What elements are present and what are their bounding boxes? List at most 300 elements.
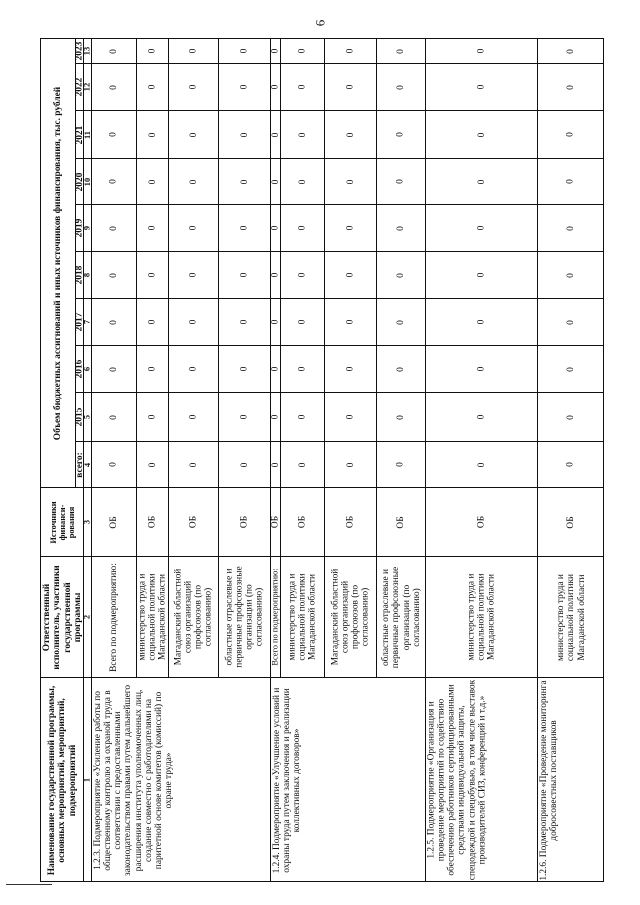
value-cell (324, 158, 376, 204)
value-cell (136, 392, 168, 441)
header-number-3 (83, 487, 91, 556)
header-program-name (40, 677, 83, 882)
value-text: 0 (476, 462, 487, 467)
value-text: 0 (108, 462, 119, 467)
value-text: 0 (565, 132, 576, 137)
header-year-9 (75, 38, 83, 63)
header-number-6 (83, 345, 91, 392)
value-text: 0 (565, 179, 576, 184)
executor-text: министерство труда и социальной политики Магаданской области (466, 573, 497, 661)
value-text: 0 (297, 414, 308, 420)
value-cell (270, 251, 280, 298)
column-number: 9 (82, 225, 92, 231)
program-cell (270, 677, 425, 882)
value-cell (537, 158, 604, 204)
executor-text: министерство труда и социальной политики Магаданской области (287, 573, 318, 661)
value-text: 0 (565, 414, 576, 420)
value-text: 0 (345, 132, 356, 137)
value-text: 0 (239, 414, 250, 420)
executor-cell (324, 556, 376, 677)
value-text: 0 (147, 319, 158, 325)
column-number: 13 (82, 46, 92, 56)
value-text: 0 (239, 462, 250, 467)
value-cell (324, 110, 376, 158)
value-cell (270, 63, 280, 110)
executor-text: областные отраслевые и первичные профсоюзные организации (по согласованию) (224, 566, 265, 668)
value-text: 0 (395, 366, 406, 372)
value-text: 0 (188, 272, 199, 278)
value-text: 0 (239, 84, 250, 90)
value-text: 0 (565, 319, 576, 325)
value-cell (270, 345, 280, 392)
value-cell (136, 158, 168, 204)
value-text: 0 (239, 319, 250, 325)
value-text: 0 (270, 462, 281, 467)
value-text: 0 (147, 132, 158, 137)
header-year-4 (75, 251, 83, 298)
header-col1-label: Наименование государственной программы, основных мероприятий, мероприятий, подмероприятий (46, 685, 78, 875)
value-text: 0 (565, 48, 576, 54)
value-text: 0 (108, 48, 119, 54)
source-text: ОБ (345, 515, 356, 529)
value-cell (537, 345, 604, 392)
program-cell (425, 677, 537, 882)
value-text: 0 (270, 414, 281, 420)
value-text: 0 (395, 179, 406, 184)
value-cell (280, 38, 324, 63)
value-cell (136, 345, 168, 392)
value-text: 0 (297, 319, 308, 325)
value-cell (537, 392, 604, 441)
value-text: 0 (188, 414, 199, 420)
value-text: 0 (476, 414, 487, 420)
executor-text: Магаданский областной союз организаций профсоюзов (по согласованию) (173, 568, 214, 666)
value-cell (91, 158, 136, 204)
value-cell (91, 392, 136, 441)
value-cell (218, 204, 270, 251)
value-cell (280, 204, 324, 251)
header-number-12 (83, 63, 91, 110)
value-text: 0 (239, 132, 250, 137)
value-text: 0 (345, 179, 356, 184)
header-number-13 (83, 38, 91, 63)
value-text: 0 (108, 319, 119, 325)
value-text: 0 (188, 462, 199, 467)
value-text: 0 (108, 225, 119, 231)
value-text: 0 (297, 179, 308, 184)
value-cell (168, 158, 218, 204)
value-cell (168, 392, 218, 441)
value-cell (136, 63, 168, 110)
value-text: 0 (297, 225, 308, 231)
value-text: 0 (270, 84, 281, 90)
executor-text: Всего по подмероприятию: (270, 568, 280, 666)
executor-cell (376, 556, 425, 677)
value-text: 0 (345, 84, 356, 90)
value-cell (425, 251, 537, 298)
value-text: 0 (270, 366, 281, 372)
column-number: 4 (82, 462, 92, 467)
value-cell (270, 204, 280, 251)
value-text: 0 (108, 272, 119, 278)
value-cell (537, 441, 604, 487)
executor-cell (91, 556, 136, 677)
value-cell (136, 441, 168, 487)
value-cell (270, 298, 280, 345)
value-text: 0 (297, 84, 308, 90)
header-col3-label: Источники финанси-рования (48, 500, 76, 544)
value-text: 0 (297, 48, 308, 54)
program-text: 1.2.3. Подмероприятие «Усиление работы по общественному контролю за охраной труда в соответствии с предоставленными законодательством правами путем дальнейшего расширения института уполномоченных лиц, создание совместно с работодателями на паритетной основе комитетов (комиссий) по охране труда» (92, 684, 174, 876)
column-number: 6 (82, 366, 92, 372)
executor-text: министерство труда и социальной политики Магаданской области (555, 573, 587, 661)
value-cell (537, 110, 604, 158)
program-text: 1.2.4. Подмероприятие «Улучшение условий и охраны труда путем заключения и реализации коллективных договоров» (271, 687, 302, 873)
header-number-5 (83, 392, 91, 441)
source-text: ОБ (188, 515, 199, 529)
header-year-1 (75, 392, 83, 441)
value-cell (280, 441, 324, 487)
value-text: 0 (188, 179, 199, 184)
value-cell (270, 392, 280, 441)
header-volume (40, 38, 75, 487)
value-cell (218, 251, 270, 298)
value-text: 0 (239, 366, 250, 372)
value-cell (91, 110, 136, 158)
value-cell (280, 345, 324, 392)
executor-cell (425, 556, 537, 677)
header-year-label: 2016 (74, 359, 85, 379)
value-text: 0 (565, 225, 576, 231)
value-text: 0 (345, 272, 356, 278)
value-text: 0 (239, 179, 250, 184)
value-text: 0 (147, 84, 158, 90)
value-text: 0 (395, 272, 406, 278)
value-text: 0 (476, 48, 487, 54)
source-cell (425, 487, 537, 556)
value-cell (425, 63, 537, 110)
value-cell (425, 345, 537, 392)
value-cell (136, 251, 168, 298)
header-year-label: 2022 (74, 77, 85, 97)
value-text: 0 (147, 179, 158, 184)
value-text: 0 (188, 84, 199, 90)
value-cell (270, 158, 280, 204)
header-number-11 (83, 110, 91, 158)
value-cell (324, 38, 376, 63)
column-number: 1 (82, 777, 92, 783)
value-text: 0 (147, 225, 158, 231)
value-text: 0 (188, 319, 199, 325)
value-text: 0 (476, 272, 487, 278)
value-cell (324, 63, 376, 110)
value-cell (91, 251, 136, 298)
value-text: 0 (395, 225, 406, 231)
source-text: ОБ (395, 515, 406, 529)
value-cell (218, 345, 270, 392)
value-text: 0 (188, 366, 199, 372)
value-cell (218, 63, 270, 110)
value-cell (376, 251, 425, 298)
value-cell (425, 298, 537, 345)
value-cell (168, 251, 218, 298)
value-text: 0 (188, 225, 199, 231)
value-cell (168, 38, 218, 63)
value-cell (280, 251, 324, 298)
value-cell (537, 63, 604, 110)
value-text: 0 (565, 84, 576, 90)
value-text: 0 (395, 84, 406, 90)
value-cell (324, 392, 376, 441)
value-text: 0 (108, 179, 119, 184)
value-cell (270, 110, 280, 158)
source-cell (270, 487, 280, 556)
value-cell (136, 110, 168, 158)
header-year-label: 2021 (74, 125, 85, 144)
value-cell (168, 63, 218, 110)
header-year-label: 2023 (74, 41, 85, 61)
header-year-label: всего: (74, 451, 85, 478)
program-text: 1.2.6. Подмероприятие «Проведение мониторинга добросовестных поставщиков (538, 679, 559, 881)
executor-cell (280, 556, 324, 677)
value-cell (425, 204, 537, 251)
source-cell (218, 487, 270, 556)
header-year-0 (75, 441, 83, 487)
value-cell (324, 204, 376, 251)
value-cell (91, 204, 136, 251)
value-text: 0 (395, 48, 406, 54)
header-volume-label: Объем бюджетных ассигнований и иных источников финансирования, тыс. рублей (52, 86, 63, 440)
program-cell (91, 677, 270, 882)
value-cell (376, 158, 425, 204)
value-text: 0 (239, 225, 250, 231)
source-cell (537, 487, 604, 556)
value-text: 0 (108, 414, 119, 420)
value-cell (376, 298, 425, 345)
value-text: 0 (147, 366, 158, 372)
value-text: 0 (108, 366, 119, 372)
value-cell (376, 204, 425, 251)
column-number: 3 (82, 519, 92, 525)
value-cell (91, 298, 136, 345)
value-text: 0 (345, 48, 356, 54)
header-year-label: 2019 (74, 218, 85, 238)
header-executor (40, 556, 83, 677)
value-text: 0 (270, 179, 281, 184)
value-text: 0 (476, 132, 487, 137)
value-text: 0 (345, 225, 356, 231)
value-text: 0 (476, 225, 487, 231)
value-cell (537, 298, 604, 345)
value-cell (218, 392, 270, 441)
value-cell (91, 63, 136, 110)
column-number: 12 (82, 82, 92, 92)
value-cell (136, 204, 168, 251)
header-number-9 (83, 204, 91, 251)
value-cell (376, 63, 425, 110)
column-number: 2 (82, 614, 92, 620)
value-cell (376, 110, 425, 158)
value-text: 0 (395, 132, 406, 137)
executor-cell (537, 556, 604, 677)
value-text: 0 (147, 462, 158, 467)
column-number: 11 (82, 130, 92, 139)
header-number-10 (83, 158, 91, 204)
executor-cell (168, 556, 218, 677)
header-col2-label: Ответственный исполнитель, участники государственной программы (41, 564, 83, 670)
header-source (40, 487, 83, 556)
value-cell (324, 441, 376, 487)
value-cell (280, 158, 324, 204)
value-cell (537, 251, 604, 298)
value-text: 0 (297, 132, 308, 137)
value-cell (537, 38, 604, 63)
value-text: 0 (297, 366, 308, 372)
value-cell (168, 441, 218, 487)
source-cell (280, 487, 324, 556)
value-text: 0 (565, 272, 576, 278)
value-cell (91, 441, 136, 487)
value-text: 0 (188, 48, 199, 54)
header-year-5 (75, 204, 83, 251)
value-cell (168, 345, 218, 392)
value-text: 0 (147, 48, 158, 54)
source-text: ОБ (476, 515, 487, 529)
value-text: 0 (345, 366, 356, 372)
executor-text: министерство труда и социальной политики Магаданской области (137, 573, 168, 661)
value-cell (280, 392, 324, 441)
header-year-3 (75, 298, 83, 345)
source-text: ОБ (239, 515, 250, 529)
value-cell (270, 38, 280, 63)
value-cell (376, 38, 425, 63)
value-cell (218, 110, 270, 158)
value-cell (537, 204, 604, 251)
value-text: 0 (108, 84, 119, 90)
value-cell (425, 158, 537, 204)
source-cell (136, 487, 168, 556)
value-text: 0 (395, 462, 406, 467)
value-text: 0 (147, 272, 158, 278)
value-cell (280, 298, 324, 345)
header-year-label: 2015 (74, 407, 85, 427)
source-cell (324, 487, 376, 556)
value-text: 0 (565, 366, 576, 372)
value-text: 0 (147, 414, 158, 420)
executor-cell (270, 556, 280, 677)
value-text: 0 (297, 272, 308, 278)
value-text: 0 (239, 48, 250, 54)
column-number: 7 (82, 319, 92, 325)
value-text: 0 (270, 272, 281, 278)
value-text: 0 (395, 414, 406, 420)
header-year-label: 2017 (74, 312, 85, 332)
value-cell (168, 110, 218, 158)
column-number: 10 (82, 177, 92, 186)
value-text: 0 (395, 319, 406, 325)
value-text: 0 (270, 48, 281, 54)
source-text: ОБ (565, 515, 576, 529)
value-cell (270, 441, 280, 487)
header-year-6 (75, 158, 83, 204)
value-text: 0 (476, 179, 487, 184)
value-cell (425, 441, 537, 487)
footnote-line (6, 884, 52, 885)
header-year-label: 2020 (74, 172, 85, 191)
value-cell (425, 392, 537, 441)
value-text: 0 (270, 132, 281, 137)
header-number-4 (83, 441, 91, 487)
header-number-8 (83, 251, 91, 298)
executor-text: областные отраслевые и первичные профсоюзные организации (по согласованию) (380, 566, 422, 668)
value-text: 0 (297, 462, 308, 467)
source-cell (376, 487, 425, 556)
executor-text: Всего по подмероприятию: (108, 562, 119, 672)
value-cell (425, 110, 537, 158)
value-text: 0 (476, 319, 487, 325)
program-cell (537, 677, 604, 882)
value-text: 0 (270, 225, 281, 231)
value-cell (280, 110, 324, 158)
value-text: 0 (345, 414, 356, 420)
value-text: 0 (476, 366, 487, 372)
source-text: ОБ (147, 515, 158, 529)
source-text: ОБ (108, 515, 119, 529)
value-cell (168, 204, 218, 251)
value-text: 0 (345, 319, 356, 325)
value-cell (425, 38, 537, 63)
value-cell (324, 298, 376, 345)
value-cell (218, 158, 270, 204)
value-cell (136, 38, 168, 63)
value-cell (168, 298, 218, 345)
value-cell (136, 298, 168, 345)
value-cell (218, 38, 270, 63)
value-text: 0 (345, 462, 356, 467)
value-cell (376, 345, 425, 392)
header-number-7 (83, 298, 91, 345)
value-text: 0 (476, 84, 487, 90)
value-cell (218, 441, 270, 487)
column-number: 8 (82, 272, 92, 278)
column-number: 5 (82, 414, 92, 420)
value-cell (324, 251, 376, 298)
value-text: 0 (239, 272, 250, 278)
source-cell (91, 487, 136, 556)
executor-text: Магаданский областной союз организаций профсоюзов (по согласованию) (330, 568, 371, 666)
value-text: 0 (270, 319, 281, 325)
value-cell (376, 392, 425, 441)
source-cell (168, 487, 218, 556)
header-number-1 (83, 677, 91, 882)
value-cell (280, 63, 324, 110)
value-text: 0 (188, 132, 199, 137)
header-number-2 (83, 556, 91, 677)
header-year-2 (75, 345, 83, 392)
value-cell (91, 345, 136, 392)
value-text: 0 (108, 132, 119, 137)
value-cell (324, 345, 376, 392)
header-year-label: 2018 (74, 265, 85, 285)
header-year-7 (75, 110, 83, 158)
page-number: 6 (312, 19, 327, 27)
value-text: 0 (565, 462, 576, 467)
executor-cell (136, 556, 168, 677)
value-cell (376, 441, 425, 487)
program-text: 1.2.5. Подмероприятие «Организация и проведение мероприятий по содействию обеспечению работников сертифицированными средствами индивидуальной защиты, спецодеждой и спецобувью, в том числе выставок производителей СИЗ, конференций и т.д.» (426, 679, 488, 881)
value-cell (218, 298, 270, 345)
source-text: ОБ (297, 515, 308, 529)
